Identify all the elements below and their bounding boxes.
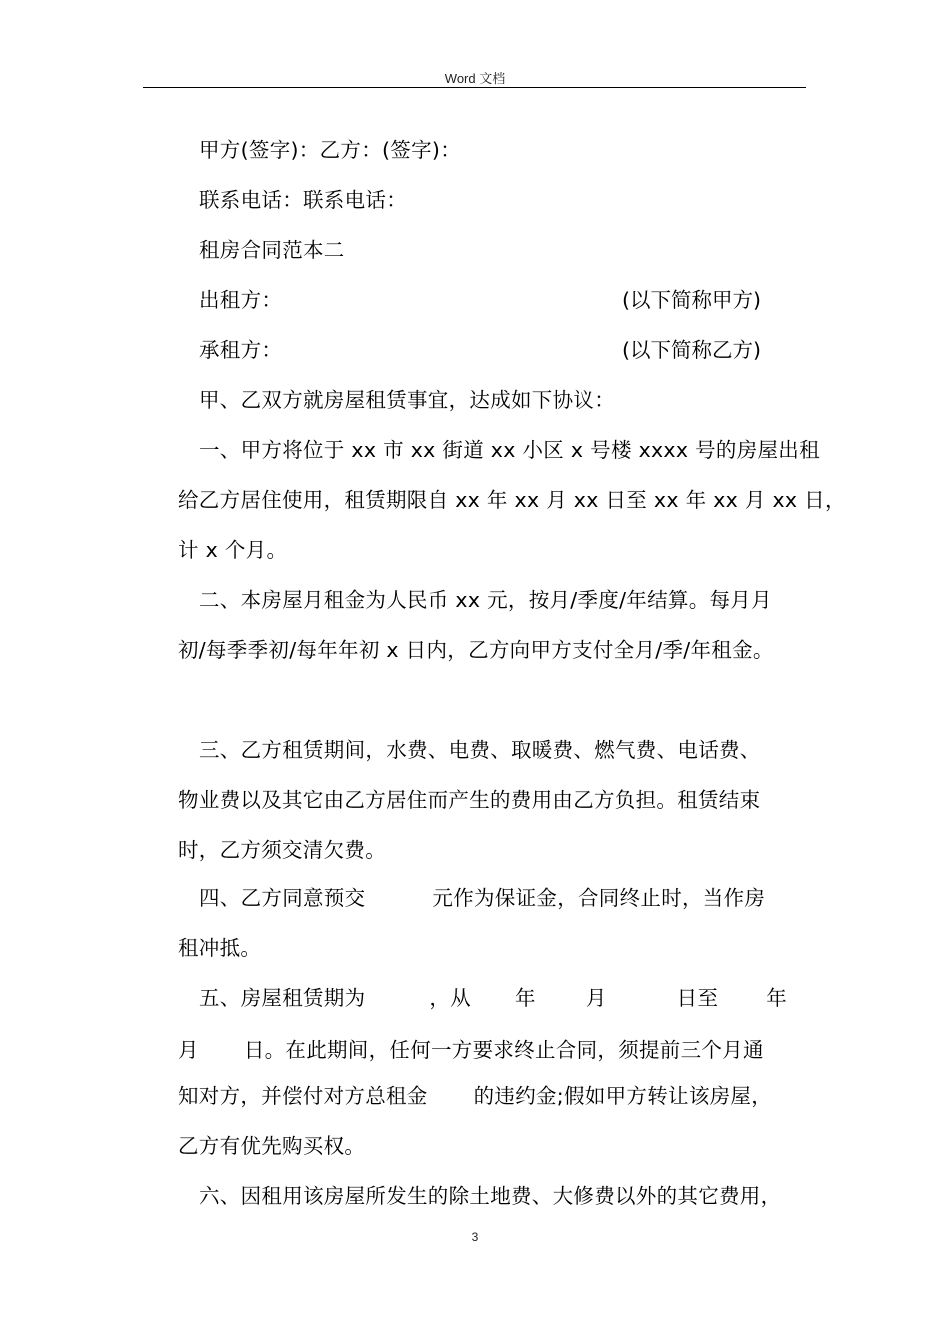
clause-5-line-1 — [199, 984, 829, 1012]
clause-5-line-3 — [178, 1082, 808, 1110]
header-divider — [143, 87, 806, 88]
lessor-label: 出租方： — [199, 288, 283, 312]
lessee-note: (以下简称乙方) — [622, 338, 761, 362]
lessee-label: 承租方： — [199, 338, 283, 362]
clause-5-line-4: 乙方有优先购买权。 — [178, 1134, 366, 1158]
clause-4-line-1 — [199, 884, 829, 912]
clause-5-text-j: 的违约金;假如甲方转让该房屋， — [473, 1084, 773, 1108]
section-title: 租房合同范本二 — [199, 238, 345, 262]
clause-2-line-2: 初/每季季初/每年年初 x 日内，乙方向甲方支付全月/季/年租金。 — [178, 638, 774, 662]
agreement-intro: 甲、乙双方就房屋租赁事宜，达成如下协议： — [199, 388, 615, 412]
clause-5-text-c: 年 — [515, 986, 536, 1010]
clause-5-text-e: 日至 — [676, 986, 719, 1010]
clause-5-text-h: 日。在此期间，任何一方要求终止合同，须提前三个月通 — [243, 1038, 764, 1062]
clause-5-text-g: 月 — [178, 1038, 199, 1062]
clause-2-line-1: 二、本房屋月租金为人民币 xx 元，按月/季度/年结算。每月月 — [199, 588, 772, 612]
document-header: Word 文档 — [444, 71, 506, 86]
clause-3-line-3: 时，乙方须交清欠费。 — [178, 838, 386, 862]
signature-line: 甲方(签字)：乙方：(签字)： — [199, 138, 461, 162]
clause-1-line-1: 一、甲方将位于 xx 市 xx 街道 xx 小区 x 号楼 xxxx 号的房屋出租 — [199, 438, 820, 462]
clause-5-text-b: ，从 — [429, 986, 472, 1010]
clause-6-line-1: 六、因租用该房屋所发生的除土地费、大修费以外的其它费用， — [199, 1184, 782, 1208]
clause-5-text-f: 年 — [766, 986, 788, 1010]
clause-4-text-a: 四、乙方同意预交 — [199, 886, 366, 910]
page-number: 3 — [471, 1230, 479, 1244]
clause-3-line-1: 三、乙方租赁期间，水费、电费、取暖费、燃气费、电话费、 — [199, 738, 761, 762]
clause-4-text-b: 元作为保证金，合同终止时，当作房 — [432, 886, 766, 910]
clause-1-line-3: 计 x 个月。 — [178, 538, 288, 562]
clause-5-text-i: 知对方，并偿付对方总租金 — [178, 1084, 428, 1108]
clause-3-line-2: 物业费以及其它由乙方居住而产生的费用由乙方负担。租赁结束 — [178, 788, 761, 812]
lessor-note: (以下简称甲方) — [622, 288, 761, 312]
clause-5-text-d: 月 — [585, 986, 607, 1010]
clause-4-line-2: 租冲抵。 — [178, 936, 262, 960]
phone-line: 联系电话：联系电话： — [199, 188, 407, 212]
clause-5-text-a: 五、房屋租赁期为 — [199, 986, 366, 1010]
clause-1-line-2: 给乙方居住使用，租赁期限自 xx 年 xx 月 xx 日至 xx 年 xx 月 xx 日， — [178, 488, 846, 512]
clause-5-line-2 — [178, 1036, 808, 1064]
